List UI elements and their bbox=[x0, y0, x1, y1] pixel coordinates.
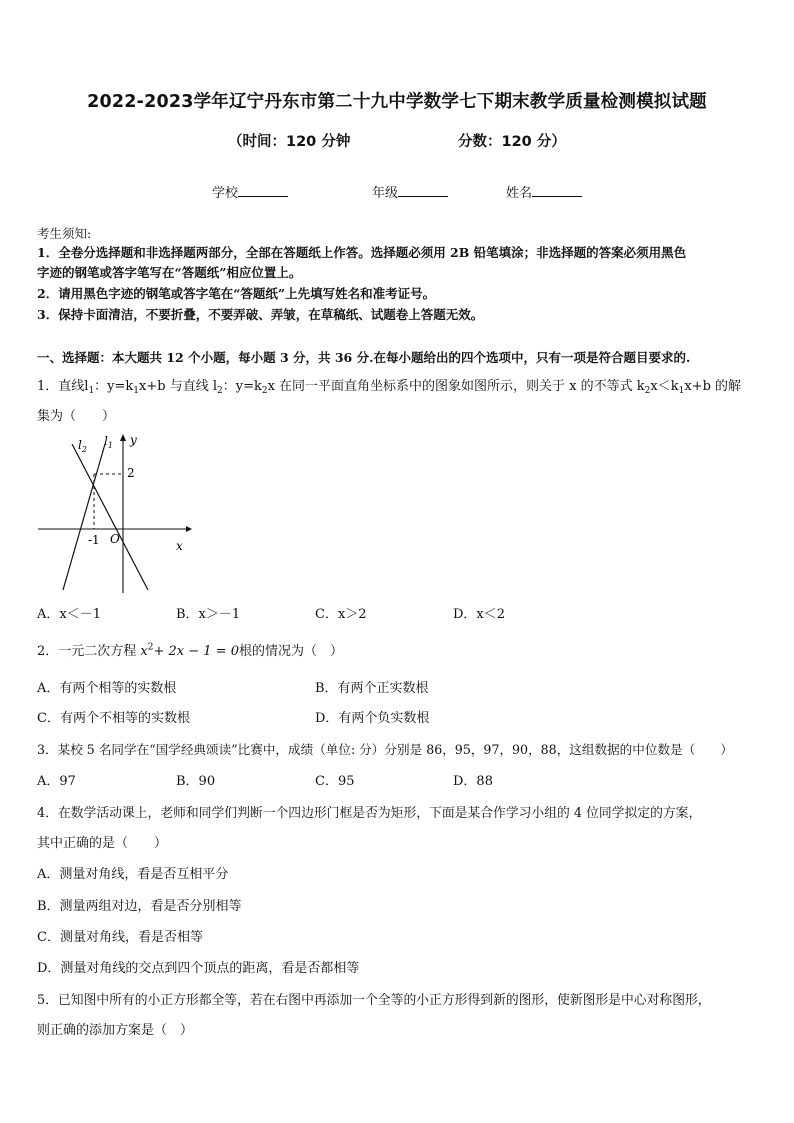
y-axis-arrow bbox=[120, 434, 126, 441]
notice-heading: 考生须知: bbox=[37, 226, 92, 241]
q3-option-d[interactable]: D．88 bbox=[453, 774, 493, 789]
q2-option-a[interactable]: A．有两个相等的实数根 bbox=[37, 681, 177, 696]
notice-item-1-cont: 字迹的钢笔或答字笔写在“答题纸”相应位置上。 bbox=[37, 265, 302, 280]
name-label: 姓名 bbox=[506, 186, 533, 201]
question-3-text: 3．某校 5 名同学在“国学经典颂读”比赛中，成绩（单位: 分）分别是 86，95，97，90，88，这组数据的中位数是（ ） bbox=[37, 742, 734, 757]
page-title: 2022-2023学年辽宁丹东市第二十九中学数学七下期末教学质量检测模拟试题 bbox=[87, 92, 707, 112]
q2-option-c[interactable]: C．有两个不相等的实数根 bbox=[37, 711, 190, 726]
label-neg1: -1 bbox=[88, 533, 100, 547]
school-blank[interactable] bbox=[238, 184, 288, 197]
q3-option-c[interactable]: C．95 bbox=[315, 774, 355, 789]
notice-item-3: 3．保持卡面清洁，不要折叠，不要弄破、弄皱，在草稿纸、试题卷上答题无效。 bbox=[37, 307, 484, 322]
question-5-text: 5．已知图中所有的小正方形都全等，若在右图中再添加一个全等的小正方形得到新的图形，使新图形是中心对称图形， bbox=[37, 993, 711, 1008]
q4-option-c[interactable]: C．测量对角线，看是否相等 bbox=[37, 930, 203, 945]
question-4-text: 4．在数学活动课上，老师和同学们判断一个四边形门框是否为矩形，下面是某合作学习小组的 4 位同学拟定的方案， bbox=[37, 806, 702, 821]
q1-option-c[interactable]: C．x＞2 bbox=[315, 607, 367, 622]
label-2: 2 bbox=[127, 466, 135, 480]
q3-option-b[interactable]: B．90 bbox=[176, 774, 216, 789]
q1-option-d[interactable]: D．x＜2 bbox=[453, 607, 506, 622]
exam-time: （时间：120 分钟 bbox=[228, 134, 351, 150]
q1-option-a[interactable]: A．x＜－1 bbox=[37, 607, 101, 622]
q4-option-b[interactable]: B．测量两组对边，看是否分别相等 bbox=[37, 899, 242, 914]
label-y: y bbox=[130, 433, 137, 447]
q3-option-a[interactable]: A．97 bbox=[37, 774, 76, 789]
grade-label: 年级 bbox=[372, 186, 399, 201]
school-field[interactable] bbox=[212, 182, 288, 201]
name-field[interactable] bbox=[506, 182, 582, 201]
label-l1: $l_1$ bbox=[104, 434, 113, 450]
question-2-text: 2．一元二次方程 $x^2+ 2x - 1 = 0$根的情况为（ ） bbox=[37, 642, 343, 659]
question-5-text-cont: 则正确的添加方案是（ ） bbox=[37, 1023, 194, 1038]
name-blank[interactable] bbox=[532, 184, 582, 197]
notice-item-2: 2．请用黑色字迹的钢笔或答字笔在“答题纸”上先填写姓名和准考证号。 bbox=[37, 286, 436, 301]
section-heading: 一、选择题：本大题共 12 个小题，每小题 3 分，共 36 分.在每小题给出的四个选项中，只有一项是符合题目要求的. bbox=[37, 350, 691, 365]
question-1-graph bbox=[36, 428, 196, 596]
notice-item-1: 1．全卷分选择题和非选择题两部分，全部在答题纸上作答。选择题必须用 2B 铅笔填涂；非选择题的答案必须用黑色 bbox=[37, 245, 687, 260]
grade-blank[interactable] bbox=[398, 184, 448, 197]
label-x: x bbox=[176, 539, 183, 553]
question-4-text-cont: 其中正确的是（ ） bbox=[37, 836, 168, 851]
q4-option-a[interactable]: A．测量对角线，看是否互相平分 bbox=[37, 867, 229, 882]
x-axis-arrow bbox=[186, 526, 192, 532]
q2-option-d[interactable]: D．有两个负实数根 bbox=[315, 711, 430, 726]
school-label: 学校 bbox=[212, 186, 239, 201]
q2-option-b[interactable]: B．有两个正实数根 bbox=[315, 681, 429, 696]
label-l2: $l_2$ bbox=[78, 438, 87, 454]
exam-score: 分数：120 分） bbox=[458, 134, 566, 150]
label-origin: O bbox=[110, 532, 120, 546]
q4-option-d[interactable]: D．测量对角线的交点到四个顶点的距离，看是否都相等 bbox=[37, 961, 360, 976]
question-1-text-cont: 集为（ ） bbox=[37, 409, 116, 424]
question-1-text: 1．直线$l_1$：$y=k_1x+b$ 与直线 $l_2$：$y=k_2x$ 在同一平面直角坐标系中的图象如图所示，则关于 x 的不等式 $k_2x<k_1x+b$ 的解 bbox=[37, 379, 742, 396]
q1-option-b[interactable]: B．x＞－1 bbox=[176, 607, 241, 622]
grade-field[interactable] bbox=[372, 182, 448, 201]
